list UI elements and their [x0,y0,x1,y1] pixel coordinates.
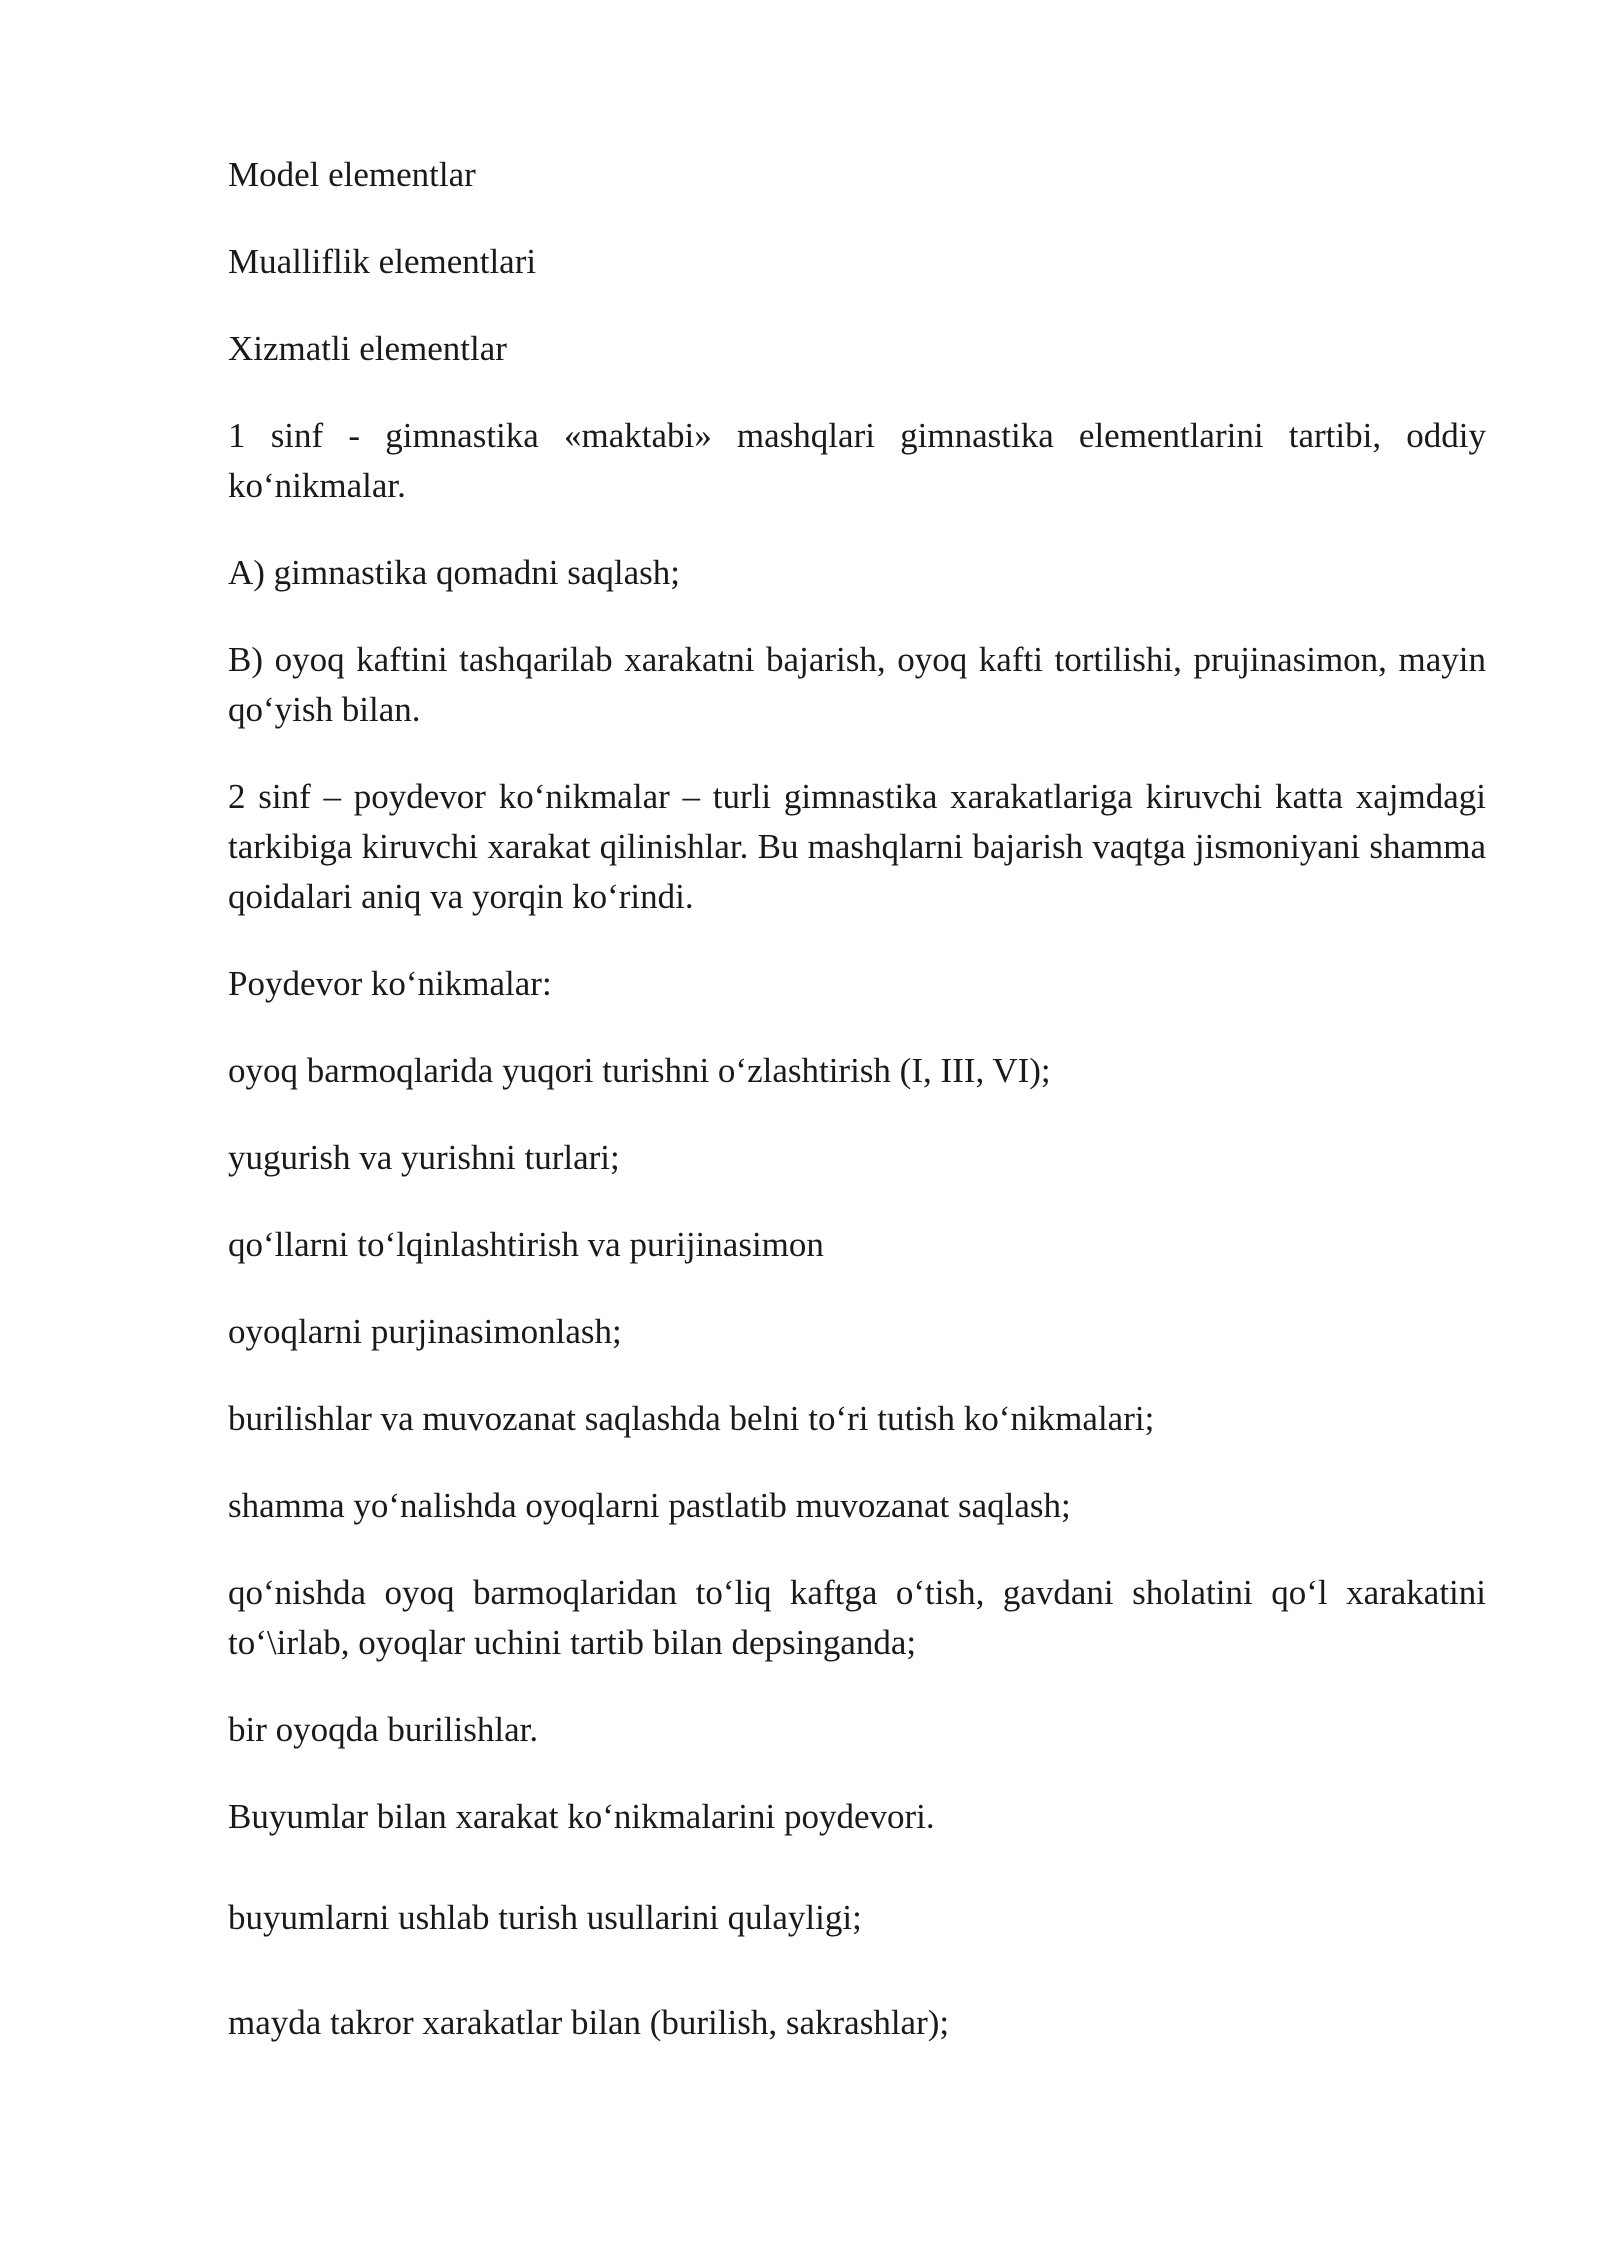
paragraph-1-sinf: 1 sinf - gimnastika «maktabi» mashqlari gimnastika elementlarini tartibi, oddiy ko‘nikmalar. [228,416,1486,505]
paragraph-item-a: A) gimnastika qomadni saqlash; [228,553,681,592]
document-body [228,150,1486,2048]
list-item: burilishlar va muvozanat saqlashda belni to‘ri tutish ko‘nikmalari; [228,1399,1155,1438]
list-item: mayda takror xarakatlar bilan (burilish, sakrashlar); [228,2003,950,2042]
list-item: yugurish va yurishni turlari; [228,1138,620,1177]
paragraph-2-sinf: 2 sinf – poydevor ko‘nikmalar – turli gimnastika xarakatlariga kiruvchi katta xajmdagi tarkibiga kiruvchi xarakat qilinishlar. Bu mashqlarni bajarish vaqtga jismoniyani shamma qoidalari aniq va yorqin ko‘rindi. [228,777,1486,916]
paragraph-buyumlar-heading: Buyumlar bilan xarakat ko‘nikmalarini poydevori. [228,1797,935,1836]
list-item: buyumlarni ushlab turish usullarini qulayligi; [228,1898,862,1937]
paragraph-model-elementlar: Model elementlar [228,155,476,194]
paragraph-item-b: B) oyoq kaftini tashqarilab xarakatni bajarish, oyoq kafti tortilishi, prujinasimon, mayin qo‘yish bilan. [228,640,1486,729]
list-item: bir oyoqda burilishlar. [228,1710,539,1749]
list-item: qo‘llarni to‘lqinlashtirish va purijinasimon [228,1225,824,1264]
list-item: qo‘nishda oyoq barmoqlaridan to‘liq kaftga o‘tish, gavdani sholatini qo‘l xarakatini to‘\irlab, oyoqlar uchini tartib bilan depsinganda; [228,1573,1486,1662]
list-item: oyoq barmoqlarida yuqori turishni o‘zlashtirish (I, III, VI); [228,1051,1051,1090]
paragraph-mualliflik-elementlari: Mualliflik elementlari [228,242,537,281]
list-item: oyoqlarni purjinasimonlash; [228,1312,622,1351]
paragraph-xizmatli-elementlar: Xizmatli elementlar [228,329,507,368]
paragraph-poydevor-heading: Poydevor ko‘nikmalar: [228,964,552,1003]
list-item: shamma yo‘nalishda oyoqlarni pastlatib muvozanat saqlash; [228,1486,1071,1525]
